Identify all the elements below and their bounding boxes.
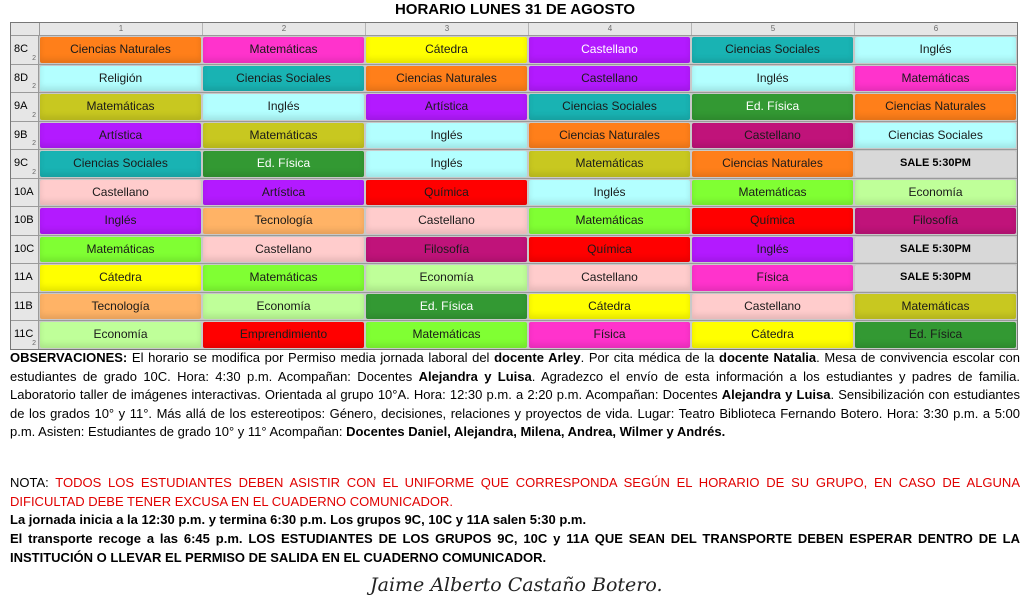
- subject-cell: Matemáticas: [203, 123, 364, 149]
- obs-text: . Mesa de convivencia escolar con estudiantes de grado 10C. Hora: 4:30 p.m. Acompañan: Docentes: [10, 350, 1021, 384]
- nota-text: TODOS LOS ESTUDIANTES DEBEN ASISTIR CON EL UNIFORME QUE CORRESPONDA SEGÚN EL HORARIO DE SU GRUPO, EN CASO DE ALGUNA DIFICULTAD DEBE TENER EXCUSA EN EL CUADERNO COMUNICADOR.: [10, 475, 1020, 509]
- subject-cell: Matemáticas: [529, 208, 690, 234]
- subject-cell: Tecnología: [40, 294, 201, 320]
- subject-cell: Ciencias Naturales: [855, 94, 1016, 120]
- subject-cell: Castellano: [692, 123, 853, 149]
- table-row: [11, 264, 1017, 293]
- group-name: 9A: [14, 100, 28, 112]
- subject-cell: Ciencias Naturales: [366, 66, 527, 92]
- schedule-grid: [10, 22, 1018, 350]
- subject-cell: Matemáticas: [692, 180, 853, 206]
- subject-cell: Cátedra: [529, 294, 690, 320]
- subject-cell: Cátedra: [40, 265, 201, 291]
- group-label: [11, 264, 39, 292]
- group-sub: 2: [32, 339, 36, 347]
- column-header: 6: [933, 24, 939, 33]
- subject-cell: Artística: [366, 94, 527, 120]
- column-header: 5: [692, 23, 855, 35]
- subject-cell: Inglés: [40, 208, 201, 234]
- subject-cell: Religión: [40, 66, 201, 92]
- subject-cell: Ciencias Naturales: [40, 37, 201, 63]
- subject-cell: Ciencias Naturales: [529, 123, 690, 149]
- group-name: 10C: [14, 242, 35, 255]
- subject-cell: Física: [529, 322, 690, 348]
- group-label: [11, 122, 39, 150]
- group-sub: 2: [32, 168, 36, 176]
- subject-cell: Economía: [855, 180, 1016, 206]
- group-name: 11A: [14, 271, 33, 283]
- subject-cell: Castellano: [366, 208, 527, 234]
- jornada-line: La jornada inicia a la 12:30 p.m. y termina 6:30 p.m. Los grupos 9C, 10C y 11A salen 5:30 p.m.: [10, 512, 587, 527]
- table-row: [11, 150, 1017, 179]
- group-name: 9B: [14, 128, 28, 141]
- table-row: [11, 36, 1017, 65]
- subject-cell: Química: [366, 180, 527, 206]
- subject-cell: Castellano: [203, 237, 364, 263]
- table-row: [11, 122, 1017, 151]
- group-name: 11B: [14, 299, 33, 312]
- subject-cell: Ciencias Sociales: [855, 123, 1016, 149]
- column-header-row: [11, 23, 1017, 36]
- subject-cell: Matemáticas: [855, 294, 1016, 320]
- subject-cell: Emprendimiento: [203, 322, 364, 348]
- nota-label: NOTA:: [10, 475, 56, 490]
- subject-cell: Inglés: [366, 151, 527, 177]
- subject-cell: Matemáticas: [203, 37, 364, 63]
- subject-cell: Ciencias Sociales: [203, 66, 364, 92]
- transporte-paragraph: El transporte recoge a las 6:45 p.m. LOS ESTUDIANTES DE LOS GRUPOS 9C, 10C y 11A QUE SEAN DEL TRANSPORTE DEBEN ESPERAR DENTRO DE LA INSTITUCIÓN O LLEVAR EL PERMISO DE SALIDA EN EL CUADERNO COMUNICADOR.: [10, 531, 1020, 565]
- subject-cell: Ed. Física: [366, 294, 527, 320]
- obs-bold: docente Natalia: [719, 350, 817, 365]
- subject-cell: Ciencias Sociales: [40, 151, 201, 177]
- subject-cell: Castellano: [40, 180, 201, 206]
- subject-cell: Inglés: [692, 237, 853, 263]
- subject-cell: Química: [529, 237, 690, 263]
- subject-cell: Filosofía: [855, 208, 1016, 234]
- subject-cell: Ed. Física: [692, 94, 853, 120]
- table-row: [11, 93, 1017, 122]
- obs-bold: Alejandra y Luisa: [418, 368, 532, 384]
- schedule-rows: [11, 36, 1017, 349]
- group-label: [11, 65, 39, 93]
- obs-bold: docente Arley: [494, 350, 581, 365]
- subject-cell: Economía: [366, 265, 527, 291]
- table-row: [11, 293, 1017, 322]
- signature: Jaime Alberto Castaño Botero.: [370, 574, 663, 596]
- table-row: [11, 207, 1017, 236]
- sale-cell: SALE 5:30PM: [855, 151, 1016, 177]
- group-label: [11, 321, 39, 349]
- obs-text: El horario se modifica por Permiso media jornada laboral del: [127, 350, 495, 365]
- subject-cell: Ed. Física: [203, 151, 364, 177]
- observations-paragraph: [10, 349, 1020, 442]
- subject-cell: Castellano: [529, 37, 690, 63]
- subject-cell: Inglés: [203, 94, 364, 120]
- subject-cell: Artística: [40, 123, 201, 149]
- subject-cell: Artística: [203, 180, 364, 206]
- subject-cell: Economía: [40, 322, 201, 348]
- subject-cell: Castellano: [529, 265, 690, 291]
- subject-cell: Física: [692, 265, 853, 291]
- obs-bold: Docentes Daniel, Alejandra, Milena, Andrea, Wilmer y Andrés.: [346, 424, 726, 439]
- subject-cell: Inglés: [366, 123, 527, 149]
- subject-cell: Ciencias Sociales: [529, 94, 690, 120]
- subject-cell: Tecnología: [203, 208, 364, 234]
- page-title: HORARIO LUNES 31 DE AGOSTO: [394, 1, 636, 18]
- subject-cell: Química: [692, 208, 853, 234]
- sale-cell: SALE 5:30PM: [855, 265, 1016, 291]
- group-name: 10A: [14, 185, 34, 198]
- group-label: [11, 236, 39, 264]
- subject-cell: Cátedra: [366, 37, 527, 63]
- group-label: [11, 179, 39, 207]
- subject-cell: Inglés: [855, 37, 1016, 63]
- group-label: [11, 150, 39, 178]
- group-name: 10B: [14, 214, 34, 226]
- table-row: [11, 179, 1017, 208]
- header-corner: [11, 23, 40, 35]
- column-header: 4: [529, 23, 692, 35]
- subject-cell: Matemáticas: [855, 66, 1016, 92]
- table-row: [11, 65, 1017, 94]
- nota-paragraph: [10, 474, 1020, 511]
- group-sub: 2: [32, 111, 36, 119]
- observations-label: OBSERVACIONES:: [10, 350, 128, 365]
- group-sub: 2: [32, 140, 36, 147]
- group-name: 9C: [14, 157, 29, 169]
- subject-cell: Castellano: [529, 66, 690, 92]
- subject-cell: Matemáticas: [366, 322, 527, 348]
- subject-cell: Matemáticas: [203, 265, 364, 291]
- group-name: 8D: [14, 71, 29, 84]
- column-header: 3: [366, 23, 529, 35]
- group-name: 8C: [14, 43, 29, 55]
- group-label: [11, 93, 39, 121]
- obs-bold: Alejandra y Luisa: [721, 387, 831, 402]
- subject-cell: Ciencias Sociales: [692, 37, 853, 63]
- subject-cell: Cátedra: [692, 322, 853, 348]
- column-header: 2: [203, 23, 366, 35]
- subject-cell: Economía: [203, 294, 364, 320]
- group-name: 11C: [14, 328, 34, 340]
- column-header: 1: [40, 23, 203, 35]
- subject-cell: Inglés: [529, 180, 690, 206]
- subject-cell: Matemáticas: [529, 151, 690, 177]
- obs-text: . Por cita médica de la: [580, 350, 720, 365]
- group-label: [11, 293, 39, 321]
- group-sub: 2: [32, 54, 36, 62]
- group-label: [11, 207, 39, 235]
- subject-cell: Ciencias Naturales: [692, 151, 853, 177]
- group-sub: 2: [32, 83, 36, 90]
- subject-cell: Filosofía: [366, 237, 527, 263]
- subject-cell: Castellano: [692, 294, 853, 320]
- subject-cell: Inglés: [692, 66, 853, 92]
- sale-cell: SALE 5:30PM: [855, 237, 1016, 263]
- obs-text: . Sensibilización con estudiantes de los grados 10° y 11°. Más allá de los estereotipos: Género, decisiones, relaciones y proyectos de vida. Lugar: Teatro Biblioteca Fernando Botero. Hora: 3:30 p.m. a 5:00 p.m. Asisten: Estudiantes de grado 10° y 11° Acompañan:: [10, 387, 1020, 439]
- table-row: [11, 321, 1017, 349]
- subject-cell: Matemáticas: [40, 237, 201, 263]
- group-label: [11, 36, 39, 64]
- subject-cell: Ed. Física: [855, 322, 1016, 348]
- subject-cell: Matemáticas: [40, 94, 201, 120]
- obs-text: . Agradezco el envío de esta información a los estudiantes y padres de familia. Laboratorio taller de imágenes interactivas. Orientada al grupo 10°A. Hora: 12:30 p.m. a 2:20 p.m. Acompañan: Docentes: [10, 368, 1020, 402]
- table-row: [11, 236, 1017, 265]
